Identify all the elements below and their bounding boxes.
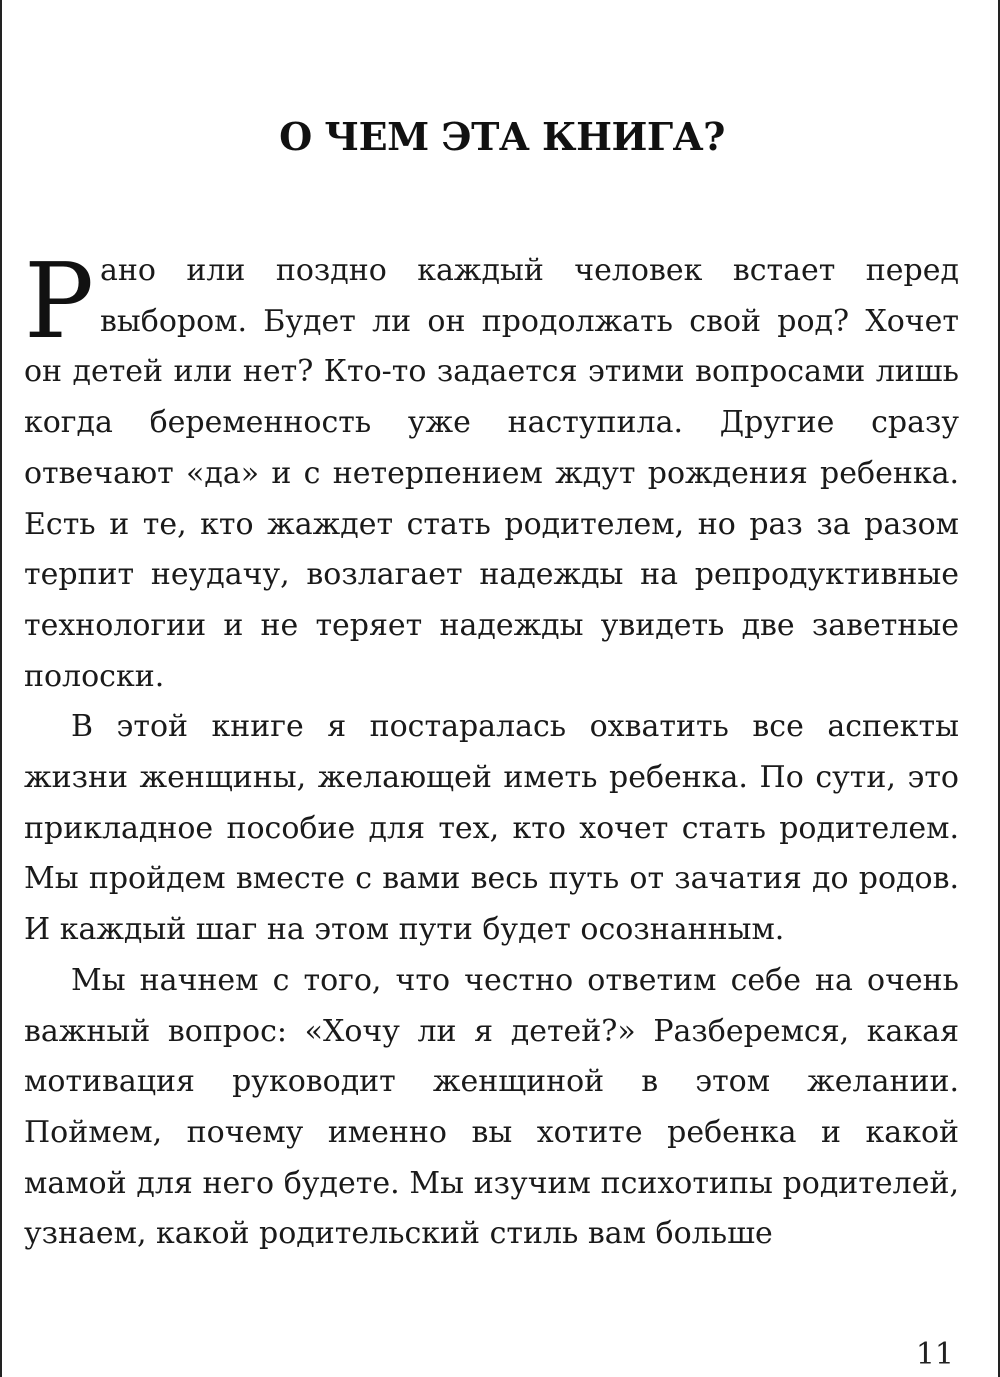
paragraph-2: В этой книге я постаралась охватить все аспекты жизни женщины, желающей иметь ребенка. По сути, это прикладное пособие для тех, кто хочет стать родителем. Мы пройдем вместе с вами весь путь от зачатия до родов. И каждый шаг на этом пути будет осознанным.: [24, 709, 959, 948]
chapter-title: О ЧЕМ ЭТА КНИГА?: [279, 114, 725, 159]
paragraph-1-text: ано или поздно каждый человек встает перед выбором. Будет ли он продолжать свой род? Хочет он детей или нет? Кто-то задается этими вопросами лишь когда беременность уже наступила. Другие сразу отвечают «да» и с нетерпением ждут рождения ребенка. Есть и те, кто жаждет стать родителем, но раз за разом терпит неудачу, возлагает надежды на репродуктивные технологии и не теряет надежды увидеть две заветные полоски.: [24, 253, 959, 694]
page-number: 11: [915, 1337, 954, 1372]
body-text: [24, 240, 959, 1260]
paragraph-1: [24, 240, 959, 702]
paragraph-3: Мы начнем с того, что честно ответим себе на очень важный вопрос: «Хочу ли я детей?» Разберемся, какая мотивация руководит женщиной в этом желании. Поймем, почему именно вы хотите ребенка и какой мамой для него будете. Мы изучим психотипы родителей, узнаем, какой родительский стиль вам больше: [24, 962, 959, 1252]
drop-cap: Р: [24, 240, 94, 362]
